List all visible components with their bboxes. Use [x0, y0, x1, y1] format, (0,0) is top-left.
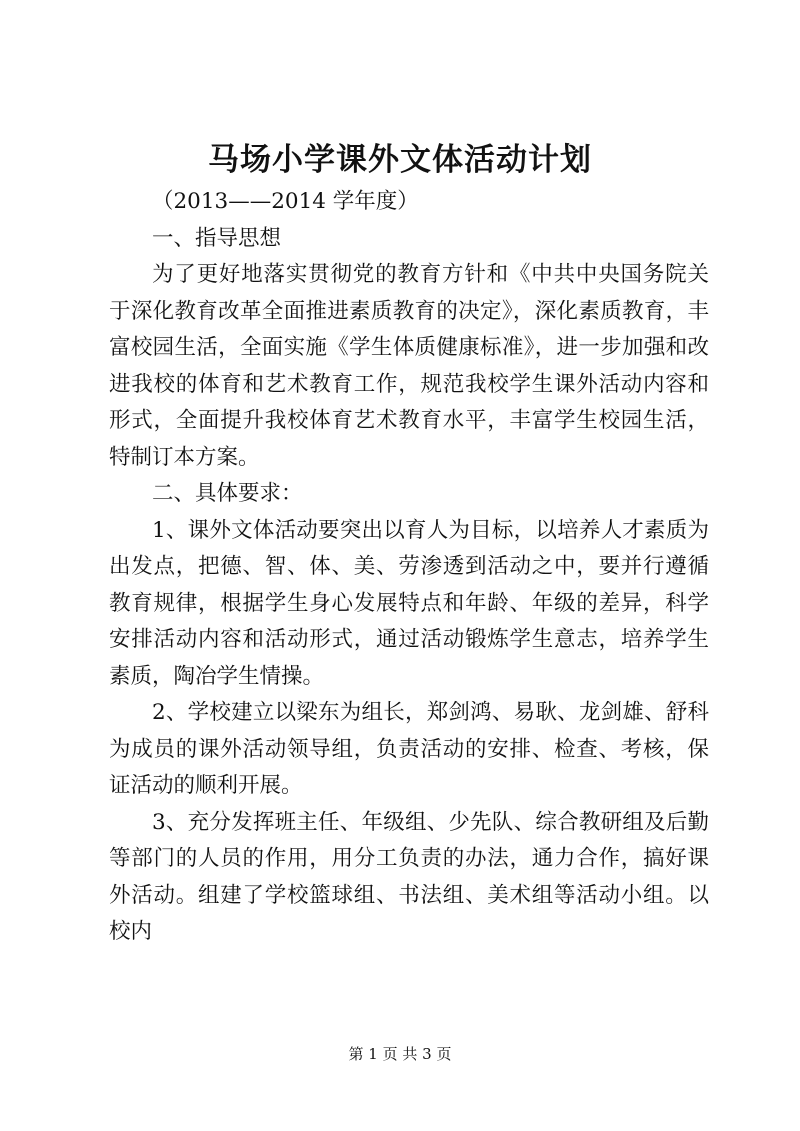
paragraph-requirement-2: 2、学校建立以梁东为组长，郑剑鸿、易耿、龙剑雄、舒科为成员的课外活动领导组，负责活动的安排、检查、考核，保证活动的顺利开展。 — [109, 700, 709, 798]
document-body — [109, 184, 709, 951]
paragraph-requirement-1: 1、课外文体活动要突出以育人为目标，以培养人才素质为出发点，把德、智、体、美、劳渗透到活动之中，要并行遵循教育规律，根据学生身心发展特点和年龄、年级的差异，科学安排活动内容和活动形式，通过活动锻炼学生意志，培养学生素质，陶冶学生情操。 — [109, 517, 709, 689]
heading-guiding-ideology: 一、指导思想 — [152, 225, 282, 251]
page-footer: 第 1 页 共 3 页 — [348, 1045, 452, 1063]
document-title: 马场小学课外文体活动计划 — [208, 142, 592, 178]
paragraph-school-year: （2013——2014 学年度） — [152, 189, 419, 214]
paragraph-requirement-3: 3、充分发挥班主任、年级组、少先队、综合教研组及后勤等部门的人员的作用，用分工负责的办法，通力合作，搞好课外活动。组建了学校篮球组、书法组、美术组等活动小组。以校内 — [109, 809, 709, 944]
paragraph-guiding-ideology: 为了更好地落实贯彻党的教育方针和《中共中央国务院关于深化教育改革全面推进素质教育的决定》，深化素质教育，丰富校园生活，全面实施《学生体质健康标准》，进一步加强和改进我校的体育和艺术教育工作，规范我校学生课外活动内容和形式，全面提升我校体育艺术教育水平，丰富学生校园生活，特制订本方案。 — [109, 262, 709, 470]
heading-specific-requirements: 二、具体要求： — [152, 481, 303, 506]
